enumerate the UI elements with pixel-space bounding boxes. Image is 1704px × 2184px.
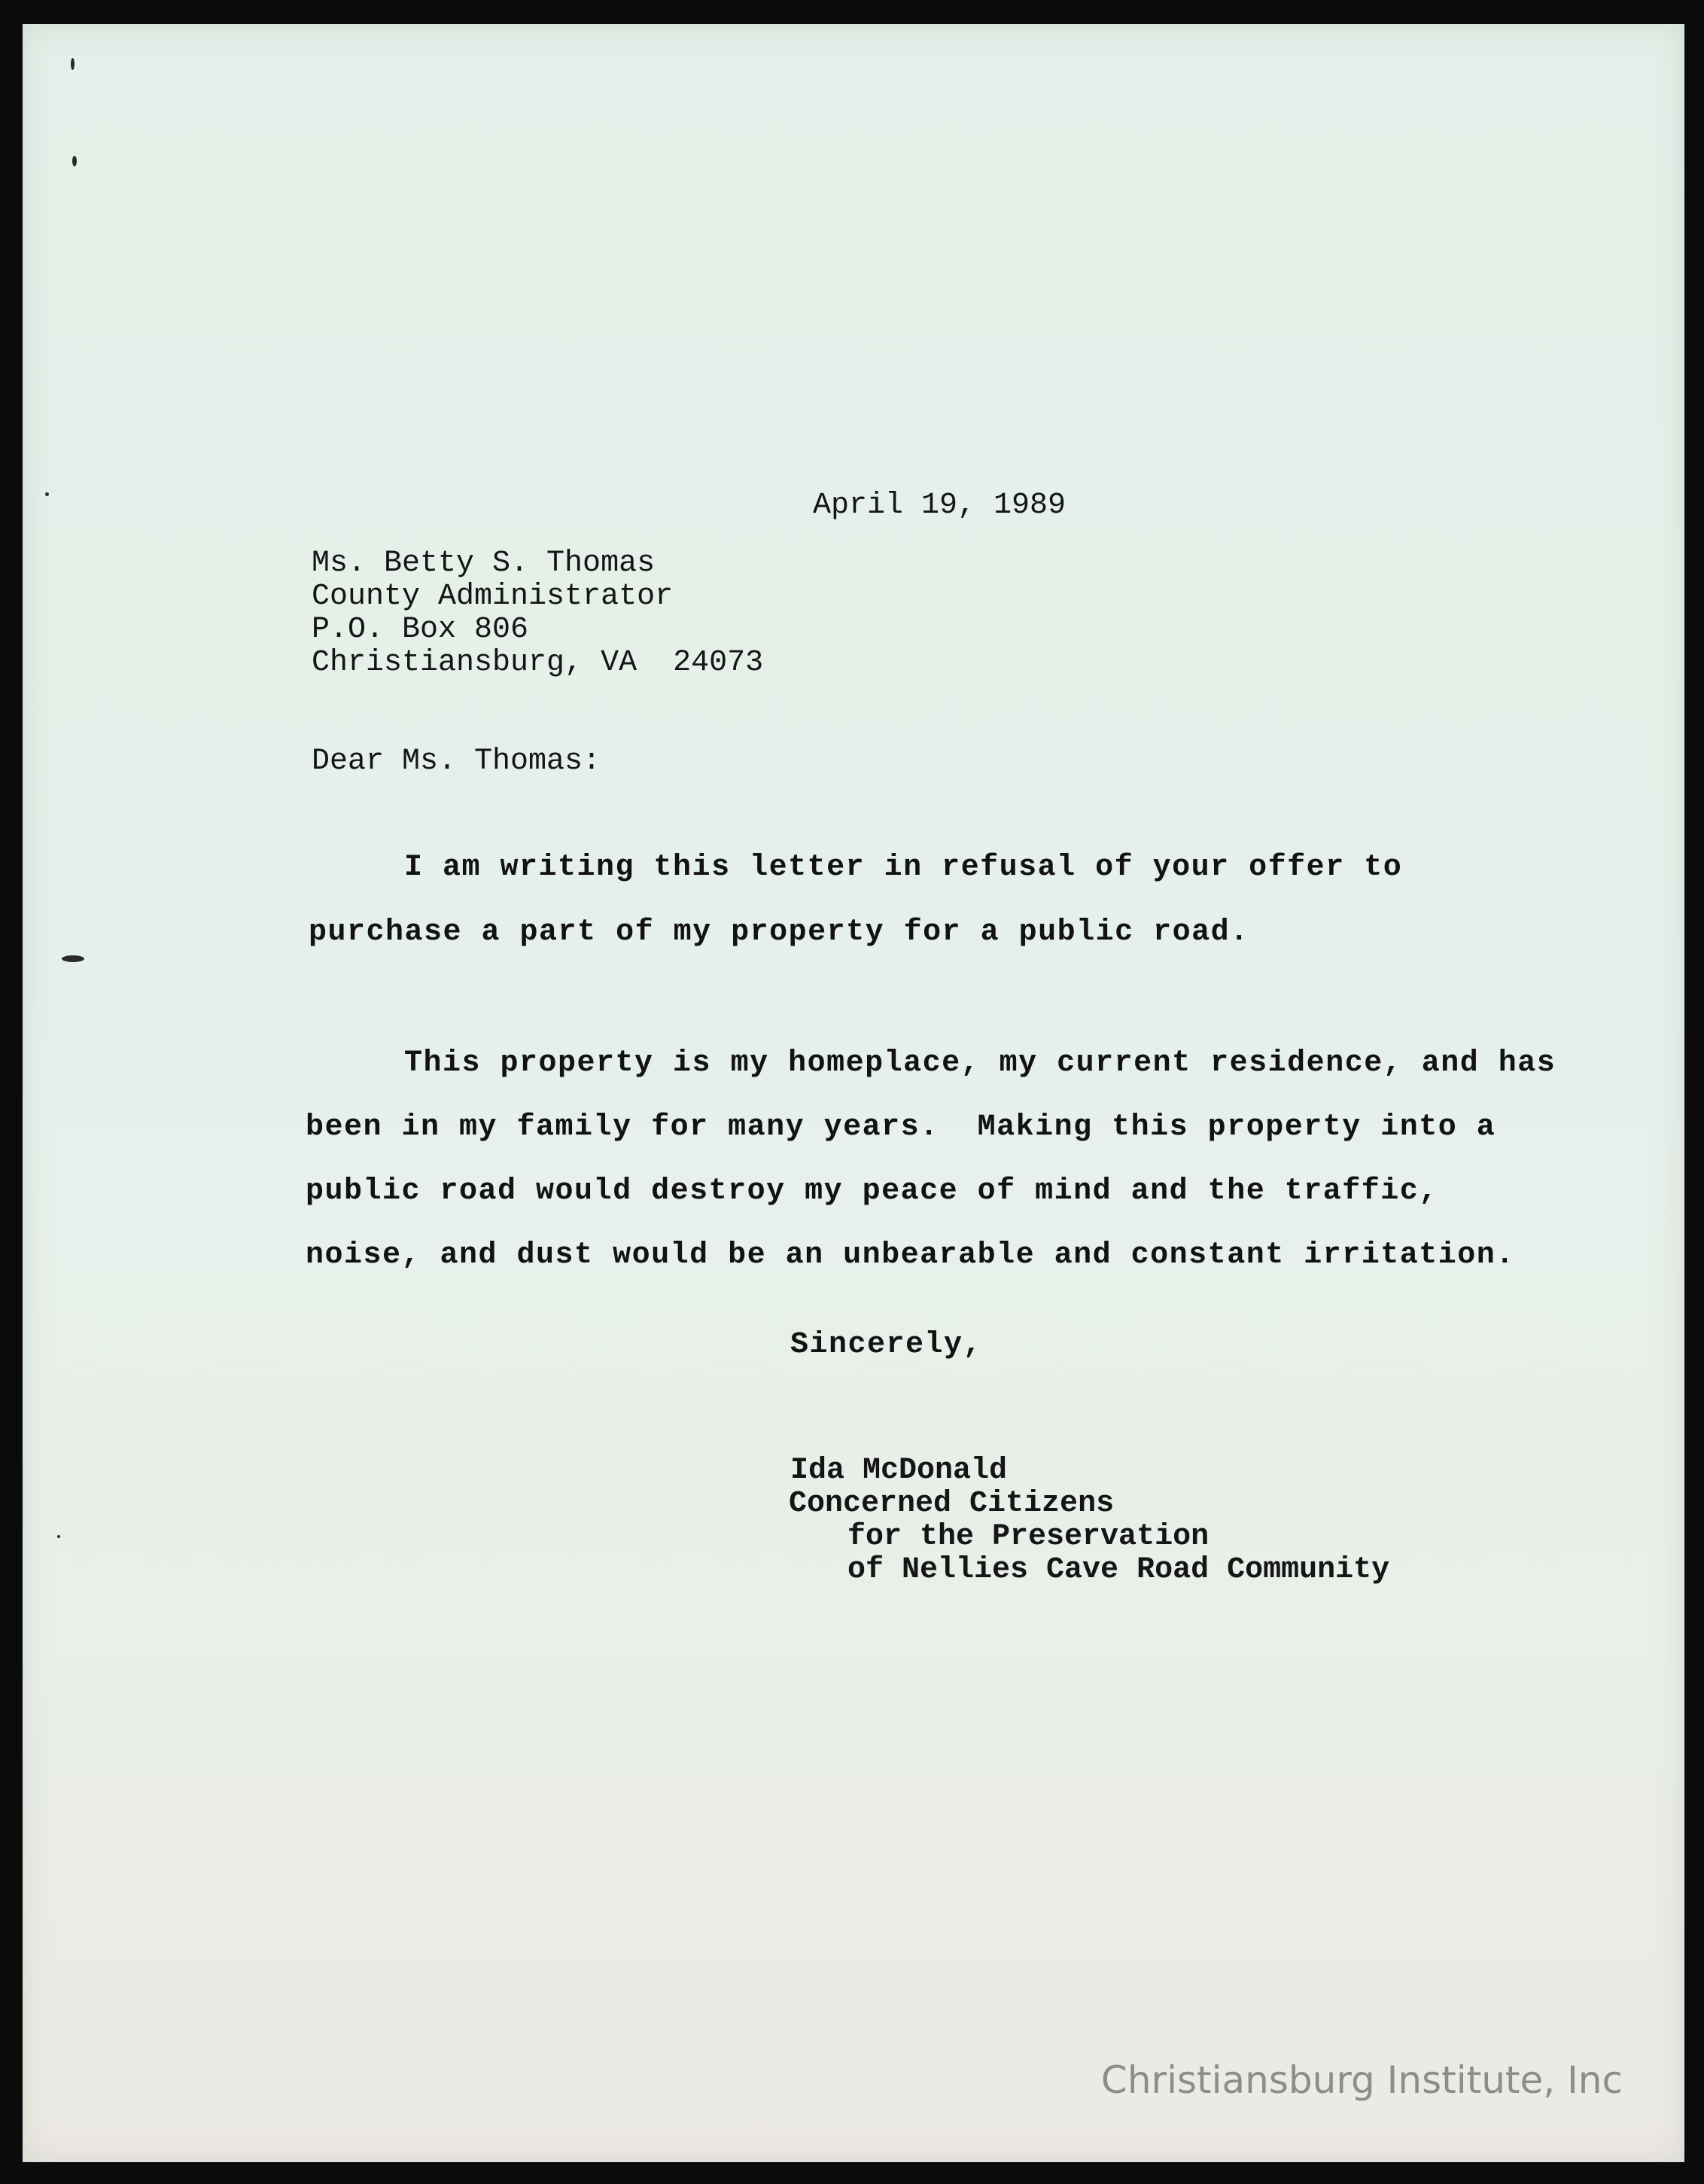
signer-org-line: of Nellies Cave Road Community <box>847 1553 1390 1587</box>
watermark: Christiansburg Institute, Inc <box>1100 2058 1623 2102</box>
margin-speck <box>57 1535 60 1538</box>
paragraph-line: been in my family for many years. Making this property into a <box>306 1110 1496 1144</box>
paragraph-line: I am writing this letter in refusal of your offer to <box>404 851 1403 885</box>
margin-speck <box>62 955 84 962</box>
recipient-title: County Administrator <box>312 580 674 614</box>
recipient-city-state-zip: Christiansburg, VA 24073 <box>312 646 764 680</box>
margin-speck <box>71 58 75 70</box>
paragraph-line: This property is my homeplace, my current residence, and has <box>404 1046 1556 1080</box>
paragraph-line: public road would destroy my peace of mind and the traffic, <box>306 1174 1438 1208</box>
signer-org-line: for the Preservation <box>847 1520 1210 1554</box>
recipient-name: Ms. Betty S. Thomas <box>312 547 656 580</box>
signer-org-line: Concerned Citizens <box>789 1487 1115 1521</box>
letter-page <box>23 24 1684 2162</box>
margin-speck <box>45 492 49 496</box>
paragraph-line: purchase a part of my property for a public road. <box>309 915 1249 949</box>
recipient-address: P.O. Box 806 <box>312 613 529 647</box>
paragraph-line: noise, and dust would be an unbearable and constant irritation. <box>306 1238 1515 1272</box>
letter-date: April 19, 1989 <box>813 489 1067 522</box>
closing: Sincerely, <box>790 1328 983 1362</box>
salutation: Dear Ms. Thomas: <box>312 745 601 778</box>
margin-speck <box>72 156 77 166</box>
signer-name: Ida McDonald <box>790 1454 1008 1488</box>
